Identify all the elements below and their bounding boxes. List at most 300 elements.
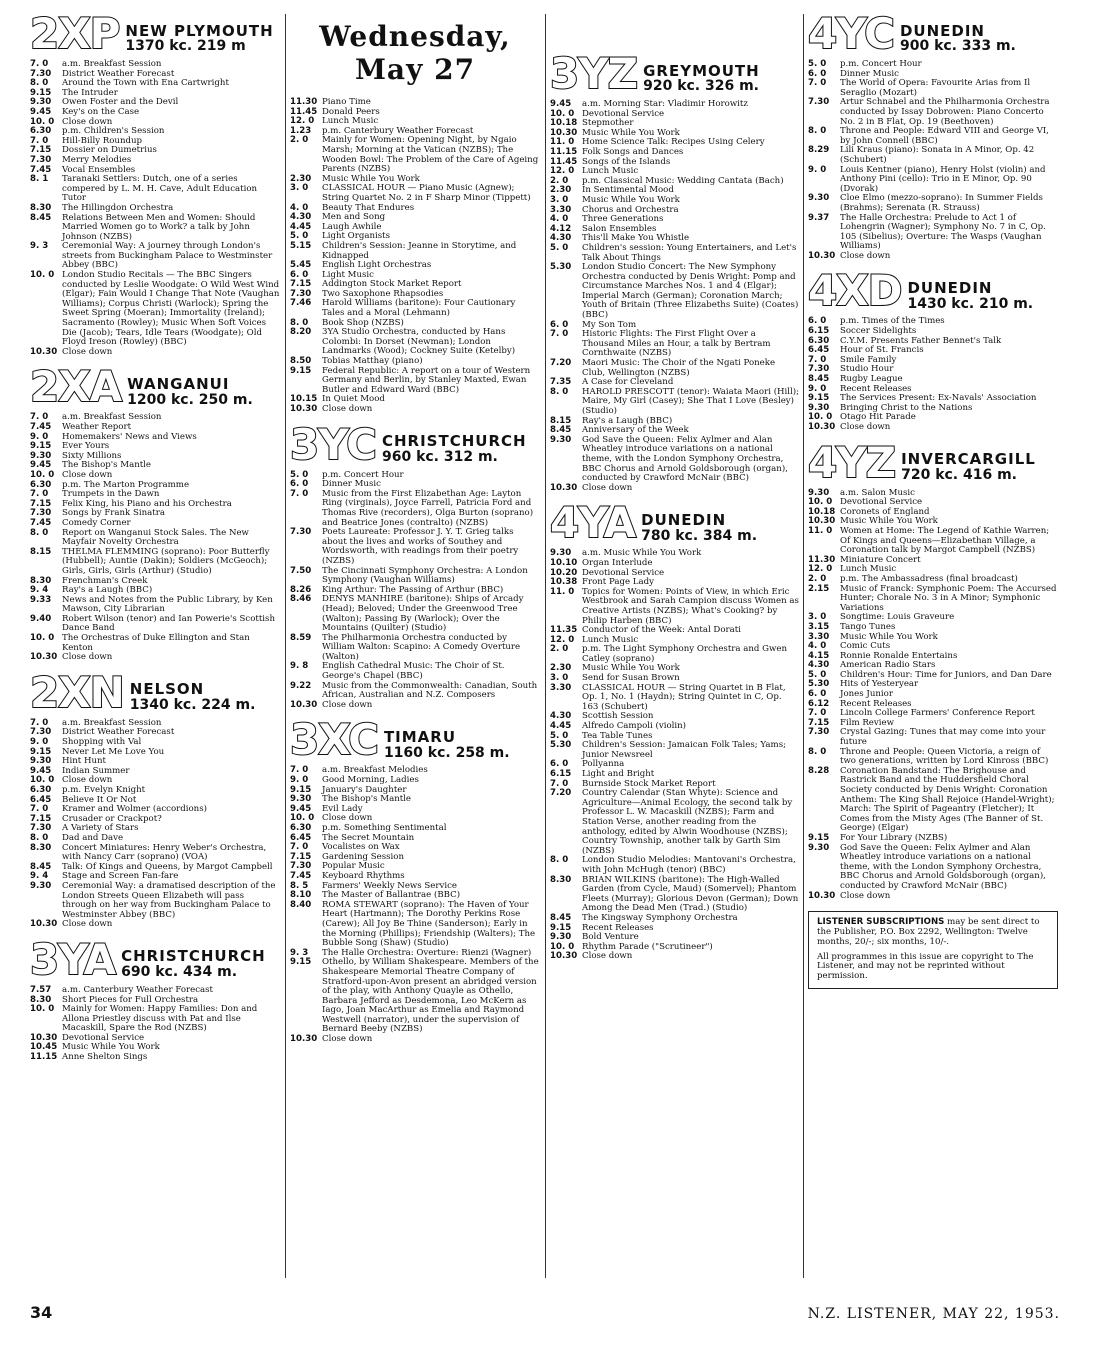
programme-time: 7.45 (30, 164, 52, 175)
programme-time: 9. 0 (290, 775, 309, 786)
programme-time: 7.15 (30, 145, 52, 156)
programme-title: Historic Flights: The First Flight Over a Thousand Miles an Hour, a talk by Bertram Cornthwaite (NZBS) (582, 329, 771, 359)
programme-time: 10.18 (550, 118, 578, 129)
programme-time: 10. 0 (550, 108, 575, 119)
programme-time: 9.30 (808, 193, 830, 204)
programme-title: Felix King, his Piano and his Orchestra (62, 498, 232, 509)
programme-time: 7. 0 (30, 135, 49, 146)
programme-title: Throne and People: Queen Victoria, a reign of two generations, written by Lord Kinross (BBC) (840, 746, 1049, 767)
programme-time: 7. 0 (808, 708, 827, 719)
call-sign: 4YC (808, 9, 894, 58)
column-1 (30, 9, 280, 1073)
programme-title: Donald Peers (322, 106, 380, 117)
programme-time: 8.30 (30, 202, 52, 213)
programme-time: 10.30 (30, 652, 58, 663)
programme-time: 8.59 (290, 632, 312, 643)
programme-title: Music from the First Elizabethan Age: Layton Ring (virginals), Joyce Farrell, Patricia Ford and Thomas Rive (recorders), Olga Burton (soprano) and Beatrice Jones (contralto) (NZBS) (322, 488, 534, 528)
programme-time: 8.45 (550, 912, 572, 923)
station-city: WANGANUI (127, 374, 230, 393)
programme-title: BRIAN WILKINS (baritone): The High-Walled Garden (from Cycle, Maud) (Somervel); Phantom Fleets (Murray); Glorious Devon (German); Down Among the Dead Men (Trad.) (Studio) (582, 874, 799, 914)
programme-item (30, 653, 280, 663)
programme-time: 8.50 (290, 356, 312, 367)
programme-title: Ever Yours (62, 441, 110, 452)
programme-item (290, 662, 540, 681)
programme-item (30, 615, 280, 634)
programme-title: Lili Kraus (piano): Sonata in A Minor, Op. 42 (Schubert) (840, 145, 1035, 165)
programme-list (290, 471, 540, 711)
programme-time: 7.30 (30, 68, 52, 79)
programme-title: Weather Report (62, 422, 132, 432)
station-block (808, 266, 1058, 432)
programme-time: 7. 0 (30, 59, 49, 69)
programme-title: Scottish Session (582, 711, 654, 722)
programme-title: p.m. Canterbury Weather Forecast (322, 125, 474, 136)
programme-item (290, 136, 540, 174)
programme-item (30, 175, 280, 204)
programme-title: Merry Melodies (62, 154, 132, 165)
station-block (30, 362, 280, 663)
station-info (121, 949, 266, 979)
station-block (290, 419, 540, 711)
programme-title: District Weather Forecast (62, 727, 175, 738)
programme-time: 9.45 (30, 460, 52, 471)
programme-title: Chorus and Orchestra (582, 204, 679, 215)
programme-time: 4. 0 (290, 202, 309, 213)
programme-time: 9.15 (30, 746, 52, 757)
programme-item (550, 244, 800, 263)
programme-item (808, 98, 1058, 127)
station-info (125, 21, 274, 55)
programme-item (550, 684, 800, 713)
programme-time: 10.30 (550, 951, 578, 962)
programme-time: 5.15 (290, 240, 312, 251)
programme-time: 11.35 (550, 625, 578, 636)
page-number: 34 (30, 1303, 53, 1322)
programme-time: 7.30 (808, 364, 830, 375)
programme-title: Rhythm Parade ("Scrutineer") (582, 941, 713, 952)
programme-title: Children's session: Young Entertainers, and Let's Talk About Things (582, 242, 797, 263)
programme-time: 6. 0 (808, 689, 827, 700)
programme-title: Close down (840, 890, 891, 901)
programme-title: 3YA Studio Orchestra, conducted by Hans Colombi: In Dorset (Newman); London Landmarks (Wood); Cockney Suite (Ketelby) (322, 327, 516, 357)
programme-time: 6. 0 (550, 319, 569, 330)
programme-title: Keyboard Rhythms (322, 870, 405, 881)
programme-title: The Bishop's Mantle (322, 794, 412, 805)
programme-time: 6. 0 (290, 269, 309, 280)
programme-time: 12. 0 (550, 166, 575, 177)
programme-item (550, 952, 800, 962)
programme-time: 10.30 (290, 404, 318, 414)
station-city: CHRISTCHURCH (121, 947, 266, 966)
programme-title: The Philharmonia Orchestra conducted by William Walton: Scapino: A Comedy Overture (Walton) (322, 632, 521, 662)
call-sign: 2XP (30, 9, 120, 58)
programme-title: The Intruder (62, 87, 118, 98)
programme-time: 5. 0 (550, 730, 569, 741)
programme-title: Short Pieces for Full Orchestra (62, 994, 199, 1005)
programme-title: Bold Venture (582, 932, 639, 943)
programme-title: Robert Wilson (tenor) and Ian Powerie's Scottish Dance Band (62, 613, 275, 634)
programme-item (808, 127, 1058, 146)
programme-time: 6.15 (808, 326, 830, 337)
programme-time: 7.30 (290, 527, 312, 538)
station-frequency: 720 kc. 416 m. (901, 466, 1017, 483)
programme-title: Lincoln College Farmers' Conference Report (840, 708, 1035, 719)
programme-time: 6.30 (30, 479, 52, 490)
programme-time: 10. 0 (30, 775, 55, 786)
programme-item (30, 634, 280, 653)
column-4 (808, 9, 1058, 989)
programme-title: Vocal Ensembles (62, 164, 136, 175)
programme-title: Children's Session: Jeanne in Storytime, and Kidnapped (322, 240, 517, 261)
programme-title: C.Y.M. Presents Father Bennet's Talk (840, 335, 1002, 346)
programme-time: 9.15 (290, 957, 312, 968)
programme-time: 4.15 (808, 650, 830, 661)
programme-time: 9.15 (808, 393, 830, 404)
programme-item (290, 299, 540, 318)
programme-time: 6.12 (808, 698, 830, 709)
programme-title: Songs by Frank Sinatra (62, 508, 165, 519)
programme-title: Lunch Music (322, 116, 379, 127)
programme-time: 11.30 (290, 97, 318, 107)
station-city: CHRISTCHURCH (381, 432, 527, 451)
programme-time: 3. 0 (550, 673, 569, 684)
programme-time: 8. 0 (550, 855, 569, 866)
programme-title: Poets Laureate: Professor J. Y. T. Grieg talks about the lives and works of Southey and Wordsworth, with readings from their poetry (NZBS) (322, 527, 519, 566)
programme-item (30, 214, 280, 243)
programme-title: Jones Junior (840, 689, 893, 700)
programme-time: 2.30 (290, 173, 312, 184)
programme-time: 11.45 (550, 156, 578, 167)
programme-time: 7.15 (290, 279, 312, 290)
copyright-notice: All programmes in this issue are copyright to The Listener, and may not be reprinted without permission. (817, 951, 1034, 982)
station-frequency: 1370 kc. 219 m (125, 38, 246, 55)
programme-title: A Case for Cleveland (582, 377, 674, 388)
programme-time: 10.15 (290, 394, 318, 405)
programme-time: 8.46 (290, 594, 312, 605)
programme-time: 7.30 (290, 861, 312, 872)
programme-title: Close down (62, 652, 113, 663)
programme-title: Close down (322, 699, 373, 710)
programme-time: 2. 0 (808, 573, 827, 584)
programme-item (290, 682, 540, 701)
programme-list (808, 489, 1058, 902)
programme-time: 8. 0 (290, 317, 309, 328)
station-block (30, 9, 280, 357)
programme-title: Popular Music (322, 861, 385, 872)
programme-item (808, 844, 1058, 892)
programme-time: 3.30 (550, 682, 572, 693)
programme-item (808, 166, 1058, 195)
programme-time: 5. 0 (290, 231, 309, 242)
station-info (899, 21, 1016, 55)
programme-time: 4.30 (550, 233, 572, 244)
column-2 (290, 14, 540, 1055)
station-block (808, 9, 1058, 261)
programme-title: Devotional Service (840, 497, 923, 508)
programme-title: THELMA FLEMMING (soprano): Poor Butterfly (Hubbell); Auntie (Dakin); Soldiers (McGeoch); Girls, Girls, Girls (Arthur) (Studio) (62, 546, 270, 576)
station-frequency: 900 kc. 333 m. (899, 38, 1016, 55)
programme-time: 6. 0 (290, 479, 309, 490)
programme-time: 7.30 (808, 727, 830, 738)
station-city: TIMARU (383, 728, 457, 746)
programme-item (550, 484, 800, 494)
programme-time: 10.30 (550, 482, 578, 493)
programme-title: This'll Make You Whistle (582, 233, 690, 244)
programme-title: a.m. Breakfast Session (62, 717, 162, 728)
programme-item (30, 1053, 280, 1063)
programme-title: Close down (322, 404, 373, 414)
programme-title: Concert Miniatures: Henry Weber's Orchestra, with Nancy Carr (soprano) (VOA) (62, 842, 267, 863)
programme-title: Miniature Concert (840, 554, 921, 565)
station-block (30, 934, 280, 1063)
programme-title: Cloe Elmo (mezzo-soprano): In Summer Fields (Brahms); Serenata (R. Strauss) (840, 193, 1043, 213)
programme-time: 8. 0 (30, 78, 49, 89)
programme-item (30, 529, 280, 548)
programme-title: Trumpets in the Dawn (62, 489, 160, 500)
programme-time: 12. 0 (550, 634, 575, 645)
programme-title: Smile Family (840, 354, 897, 365)
programme-item (808, 194, 1058, 213)
programme-title: Stepmother (582, 118, 634, 129)
programme-time: 7. 0 (290, 765, 309, 776)
programme-title: London Studio Concert: The New Symphony Orchestra conducted by Denis Wright: Pomp and Circumstance Marches Nos. 1 and 4 (Elgar); Imperial March (German); Coronation March; Youth of Britain (Three Elizabeths Suite) (Coates) (BBC) (582, 262, 799, 321)
programme-item (30, 271, 280, 348)
programme-title: The Cincinnati Symphony Orchestra: A London Symphony (Vaughan Williams) (322, 565, 528, 586)
programme-time: 7.30 (30, 823, 52, 834)
programme-list (30, 719, 280, 930)
programme-title: Three Generations (582, 214, 664, 225)
page-headline: Wednesday, May 27 (319, 20, 511, 86)
programme-title: Indian Summer (62, 765, 130, 776)
programme-time: 5. 0 (808, 669, 827, 680)
programme-item (808, 585, 1058, 614)
programme-item (550, 741, 800, 760)
programme-title: Sixty Millions (62, 450, 122, 461)
programme-title: Rugby League (840, 374, 903, 385)
programme-title: Anne Shelton Sings (62, 1052, 148, 1063)
programme-title: King Arthur: The Passing of Arthur (BBC) (322, 584, 504, 595)
programme-time: 7.45 (30, 517, 52, 528)
call-sign: 4XD (808, 266, 902, 316)
programme-title: Close down (62, 116, 113, 127)
programme-time: 8.15 (550, 415, 572, 426)
programme-title: Otago Hit Parade (840, 412, 916, 423)
programme-title: Dinner Music (840, 68, 899, 79)
programme-time: 2. 0 (550, 644, 569, 655)
programme-title: Devotional Service (582, 567, 665, 578)
station-header (808, 266, 1058, 316)
programme-time: 4. 0 (808, 641, 827, 652)
programme-item (550, 645, 800, 664)
programme-title: Gardening Session (322, 851, 404, 862)
programme-title: Othello, by William Shakespeare. Members of the Shakespeare Memorial Theatre Company of Stratford-upon-Avon present an abridged version of the play, with Anthony Quayle as Othello, Barbara Jefford as Desdemona, Leo McKern as Iago, Joan MacArthur as Emelia and Raymond Westwell (narrator), under the supervision of Bernard Beeby (NZBS) (322, 957, 539, 1035)
programme-time: 1.23 (290, 125, 312, 136)
programme-title: a.m. Breakfast Melodies (322, 765, 428, 776)
programme-title: ROMA STEWART (soprano): The Haven of Your Heart (Hartmann); The Dorothy Perkins Rose (Carew); All Joy Be Thine (Sanderson); Early in the Morning (Phillips); Friendship (Walters); The Bubble Song (Shaw) (Studio) (322, 899, 536, 949)
programme-title: Devotional Service (582, 108, 665, 119)
programme-item (550, 359, 800, 378)
programme-title: Maori Music: The Choir of the Ngati Poneke Club, Wellington (NZBS) (582, 358, 776, 378)
programme-time: 9.37 (808, 212, 830, 223)
programme-title: Home Science Talk: Recipes Using Celery (582, 137, 765, 148)
call-sign: 2XN (30, 667, 124, 717)
programme-time: 10.20 (550, 567, 578, 578)
programme-title: Report on Wanganui Stock Sales. The New Mayfair Novelty Orchestra (62, 527, 249, 548)
programme-title: Men and Song (322, 212, 386, 223)
programme-time: 6. 0 (550, 759, 569, 770)
programme-item (550, 388, 800, 417)
programme-time: 8. 0 (550, 386, 569, 397)
programme-title: Artur Schnabel and the Philharmonia Orchestra conducted by Issay Dobrowen: Piano Concerto No. 2 in B Flat, Op. 19 (Beethoven) (840, 97, 1050, 127)
programme-title: a.m. Canterbury Weather Forecast (62, 984, 213, 995)
programme-title: Dinner Music (322, 479, 381, 490)
programme-title: A Variety of Stars (62, 823, 139, 834)
programme-title: Music While You Work (322, 173, 420, 184)
programme-title: Conductor of the Week: Antal Dorati (582, 625, 741, 636)
programme-title: American Radio Stars (840, 660, 936, 671)
programme-list (290, 766, 540, 1044)
programme-time: 2.30 (550, 663, 572, 674)
programme-time: 6.45 (808, 345, 830, 356)
programme-time: 7. 0 (550, 778, 569, 789)
programme-time: 7.30 (808, 97, 830, 108)
programme-time: 9.45 (550, 99, 572, 109)
programme-title: Pollyanna (582, 759, 625, 770)
station-city: NELSON (129, 680, 205, 699)
programme-title: Anniversary of the Week (582, 425, 689, 436)
programme-title: January's Daughter (322, 784, 407, 795)
programme-title: Coronets of England (840, 506, 930, 517)
programme-time: 10.45 (30, 1042, 58, 1053)
programme-title: Burnside Stock Market Report (582, 778, 716, 789)
programme-item (30, 596, 280, 615)
programme-title: Frenchman's Creek (62, 575, 148, 586)
programme-time: 2. 0 (290, 135, 309, 146)
station-header (808, 437, 1058, 487)
programme-title: a.m. Breakfast Session (62, 59, 162, 69)
call-sign: 4YZ (808, 437, 896, 487)
programme-title: The Hillingdon Orchestra (62, 202, 174, 213)
programme-title: Close down (62, 919, 113, 930)
programme-time: 7.45 (30, 422, 52, 432)
programme-title: The Services Present: Ex-Navals' Association (840, 393, 1037, 404)
programme-time: 9.30 (290, 794, 312, 805)
programme-time: 10.30 (550, 127, 578, 138)
programme-title: HAROLD PRESCOTT (tenor): Waiata Maori (Hill); Maire, My Girl (Casey); She That I Love (Besley) (Studio) (582, 386, 800, 416)
station-info (901, 452, 1036, 482)
station-header (30, 934, 280, 984)
programme-title: Mainly for Women: Happy Families: Don and Allona Priestley discuss with Pat and Ilse Macaskill, Spare the Rod (NZBS) (62, 1004, 258, 1034)
programme-title: Folk Songs and Dances (582, 146, 684, 157)
programme-time: 10.30 (30, 346, 58, 357)
programme-title: Talk: Of Kings and Queens, by Margot Campbell (62, 861, 273, 872)
programme-title: Throne and People: Edward VIII and George VI, by John Connell (BBC) (840, 126, 1049, 146)
programme-title: Never Let Me Love You (62, 746, 165, 757)
programme-time: 10.30 (290, 699, 318, 710)
programme-title: Studio Hour (840, 364, 894, 375)
programme-title: In Quiet Mood (322, 394, 385, 405)
programme-time: 6.45 (30, 794, 52, 805)
programme-item (808, 767, 1058, 834)
programme-title: Close down (582, 482, 633, 493)
programme-title: Harold Williams (baritone): Four Cautionary Tales and a Moral (Lehmann) (322, 298, 516, 319)
programme-item (550, 436, 800, 484)
programme-time: 5. 0 (808, 59, 827, 69)
programme-time: 9.15 (30, 441, 52, 452)
programme-title: Close down (322, 1034, 373, 1045)
programme-time: 7.30 (30, 508, 52, 519)
programme-title: Music While You Work (582, 127, 680, 138)
programme-title: The Orchestras of Duke Ellington and Stan Kenton (62, 633, 250, 653)
programme-title: Women at Home: The Legend of Kathie Warren; Of Kings and Queens—Elizabethan Village, a Coronation talk by Margot Campbell (NZBS) (840, 525, 1050, 556)
programme-item (290, 184, 540, 203)
programme-title: Organ Interlude (582, 557, 653, 568)
programme-item (808, 146, 1058, 165)
programme-time: 5.30 (550, 262, 572, 273)
station-header (30, 362, 280, 412)
programme-item (30, 242, 280, 271)
station-info (384, 730, 510, 760)
programme-title: p.m. Children's Session (62, 126, 165, 137)
programme-time: 6.30 (290, 823, 312, 833)
programme-time: 12. 0 (290, 116, 315, 127)
programme-title: a.m. Morning Star: Vladimir Horowitz (582, 99, 748, 109)
programme-time: 2. 0 (550, 175, 569, 186)
programme-title: Hits of Yesteryear (840, 679, 919, 690)
programme-title: p.m. The Ambassadress (final broadcast) (840, 573, 1018, 584)
programme-title: Good Morning, Ladies (322, 775, 419, 786)
programme-time: 7. 0 (30, 489, 49, 500)
station-info (127, 374, 253, 408)
programme-title: Music from the Commonwealth: Canadian, South African, Australian and N.Z. Composers (322, 680, 538, 701)
call-sign: 2XA (30, 362, 122, 412)
programme-item (290, 528, 540, 566)
programme-time: 9.15 (290, 365, 312, 376)
programme-title: The Kingsway Symphony Orchestra (582, 912, 738, 923)
programme-item (290, 1035, 540, 1045)
programme-title: Lunch Music (840, 564, 897, 575)
programme-time: 8.30 (30, 575, 52, 586)
programme-title: Ceremonial Way: A journey through London's streets from Buckingham Palace to Westminster Abbey (BBC) (62, 241, 273, 271)
programme-time: 6.30 (808, 335, 830, 346)
station-city: DUNEDIN (641, 510, 727, 529)
programme-title: Hint Hunt (62, 756, 106, 767)
programme-time: 9.40 (30, 613, 52, 624)
programme-time: 11.15 (30, 1052, 58, 1063)
programme-item (550, 876, 800, 914)
programme-time: 9.30 (30, 450, 52, 461)
programme-time: 3.30 (550, 204, 572, 215)
issue-line: N.Z. LISTENER, MAY 22, 1953. (807, 1306, 1060, 1322)
programme-item (30, 1005, 280, 1034)
programme-item (550, 856, 800, 875)
programme-time: 10.30 (808, 250, 836, 261)
programme-item (290, 367, 540, 396)
programme-item (290, 405, 540, 415)
programme-item (30, 548, 280, 577)
station-info (643, 61, 760, 95)
programme-time: 3.15 (808, 621, 830, 632)
programme-title: Louis Kentner (piano), Henry Holst (violin) and Anthony Pini (cello): Trio in E Minor, Op. 90 (Dvorak) (840, 164, 1046, 194)
programme-time: 10. 0 (30, 469, 55, 480)
programme-time: 9.30 (808, 487, 830, 498)
station-header (808, 9, 1058, 58)
programme-time: 9. 0 (30, 431, 49, 442)
programme-time: 8.28 (808, 765, 830, 776)
programme-title: Dad and Dave (62, 832, 124, 843)
programme-title: p.m. Something Sentimental (322, 823, 447, 833)
programme-title: Alfredo Campoli (violin) (582, 721, 687, 732)
